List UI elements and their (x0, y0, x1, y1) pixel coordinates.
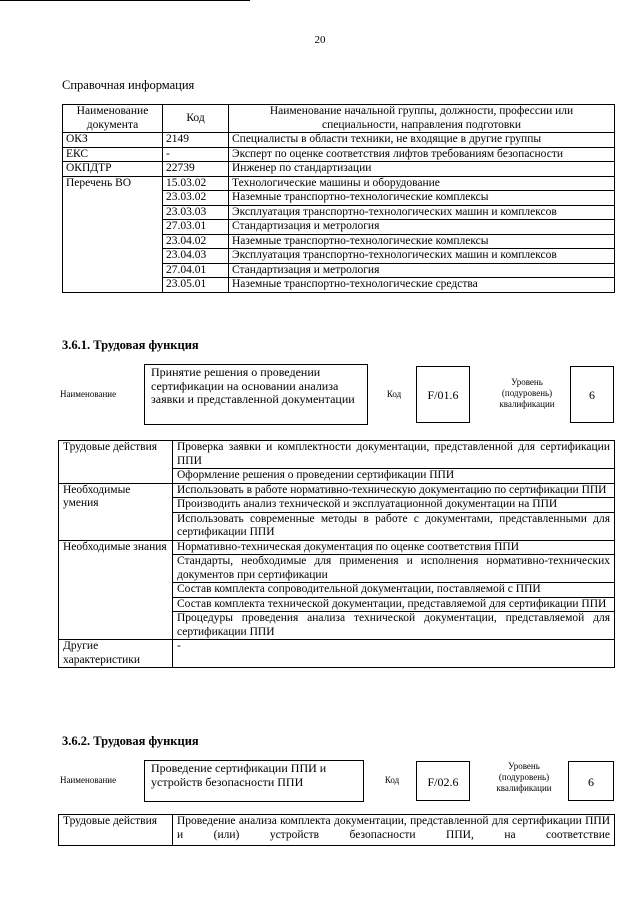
cell-name: Наземные транспортно-технологические средства (229, 278, 615, 293)
cell-doc: Перечень ВО (63, 176, 163, 292)
header-document: Наименование документа (63, 105, 163, 133)
tf1-knowledge-item: Нормативно-техническая документация по оценке соответствия ППИ (173, 540, 615, 555)
cell-doc: ЕКС (63, 147, 163, 162)
tf1-skill-item: Производить анализ технической и эксплуатационной документации на ППИ (173, 498, 615, 513)
tf1-skill-item: Использовать в работе нормативно-техническую документацию по сертификации ППИ (173, 483, 615, 498)
cell-code: 23.04.03 (163, 249, 229, 264)
tf2-level-box: 6 (568, 761, 614, 801)
tf1-knowledge-item: Состав комплекта сопроводительной документации, поставляемой с ППИ (173, 583, 615, 598)
tf2-code-label: Код (384, 775, 400, 785)
tf1-action-item: Оформление решения о проведении сертификации ППИ (173, 469, 615, 484)
cell-code: 22739 (163, 162, 229, 177)
header-code: Код (163, 105, 229, 133)
tf1-knowledge-item: Процедуры проведения анализа технической документации, представляемой для сертификации ППИ (173, 612, 615, 640)
table-row (59, 483, 615, 498)
top-rule (0, 0, 250, 1)
cell-name: Технологические машины и оборудование (229, 176, 615, 191)
tf1-skill-item: Использовать современные методы в работе с документами, представленными для сертификации ППИ (173, 512, 615, 540)
cell-code: 23.04.02 (163, 234, 229, 249)
table-row (63, 162, 615, 177)
tf1-code-label: Код (386, 389, 402, 399)
tf1-knowledge-item: Стандарты, необходимые для применения и исполнения нормативно-технических документов при сертификации (173, 555, 615, 583)
cell-code: 15.03.02 (163, 176, 229, 191)
tf1-other-label: Другие характеристики (59, 640, 173, 668)
header-name: Наименование начальной группы, должности, профессии или специальности, направления подготовки (229, 105, 615, 133)
tf1-heading: 3.6.1. Трудовая функция (62, 338, 199, 352)
tf2-action-item: Проведение анализа комплекта документации, представленной для сертификации ППИ и (или) устройств безопасности ППИ, на соответствие (173, 815, 615, 846)
cell-name: Эксперт по оценке соответствия лифтов требованиям безопасности (229, 147, 615, 162)
cell-code: 27.03.01 (163, 220, 229, 235)
tf1-action-item: Проверка заявки и комплектности документации, представленной для сертификации ППИ (173, 441, 615, 469)
cell-code: 27.04.01 (163, 263, 229, 278)
tf1-level-box: 6 (570, 366, 614, 423)
cell-name: Инженер по стандартизации (229, 162, 615, 177)
tf1-actions-label: Трудовые действия (59, 441, 173, 484)
cell-doc: ОКПДТР (63, 162, 163, 177)
cell-code: 23.05.01 (163, 278, 229, 293)
tf1-knowledge-label: Необходимые знания (59, 540, 173, 640)
cell-doc: ОКЗ (63, 133, 163, 148)
table-row (59, 441, 615, 469)
tf1-name-label: Наименование (60, 389, 117, 399)
cell-code: 2149 (163, 133, 229, 148)
reference-table (62, 104, 615, 293)
tf2-table (58, 814, 615, 846)
cell-name: Наземные транспортно-технологические комплексы (229, 234, 615, 249)
table-row (59, 640, 615, 668)
cell-name: Специалисты в области техники, не входящие в другие группы (229, 133, 615, 148)
tf1-table (58, 440, 615, 668)
tf2-name-box: Проведение сертификации ППИ и устройств безопасности ППИ (144, 760, 364, 802)
tf1-skills-label: Необходимые умения (59, 483, 173, 540)
table-row (63, 133, 615, 148)
cell-name: Эксплуатация транспортно-технологических машин и комплексов (229, 249, 615, 264)
cell-name: Эксплуатация транспортно-технологических машин и комплексов (229, 205, 615, 220)
table-row (59, 540, 615, 555)
tf2-level-label: Уровень (подуровень) квалификации (496, 761, 552, 793)
table-row (59, 815, 615, 846)
tf1-level-label: Уровень (подуровень) квалификации (499, 377, 555, 409)
tf2-code-box: F/02.6 (416, 761, 470, 801)
cell-code: 23.03.02 (163, 191, 229, 206)
cell-name: Стандартизация и метрология (229, 263, 615, 278)
table-row (63, 176, 615, 191)
table-header-row (63, 105, 615, 133)
tf1-code-box: F/01.6 (416, 366, 470, 423)
table-row (63, 147, 615, 162)
cell-name: Наземные транспортно-технологические комплексы (229, 191, 615, 206)
tf1-name-box: Принятие решения о проведении сертификации на основании анализа заявки и представленной документации (144, 364, 368, 425)
tf2-actions-label: Трудовые действия (59, 815, 173, 846)
reference-section-title: Справочная информация (62, 78, 195, 92)
cell-name: Стандартизация и метрология (229, 220, 615, 235)
tf2-heading: 3.6.2. Трудовая функция (62, 734, 199, 748)
cell-code: 23.03.03 (163, 205, 229, 220)
cell-code: - (163, 147, 229, 162)
tf1-knowledge-item: Состав комплекта технической документации, представляемой для сертификации ППИ (173, 597, 615, 612)
page-number: 20 (314, 34, 326, 46)
tf1-other-value: - (173, 640, 615, 668)
tf2-name-label: Наименование (60, 775, 117, 785)
